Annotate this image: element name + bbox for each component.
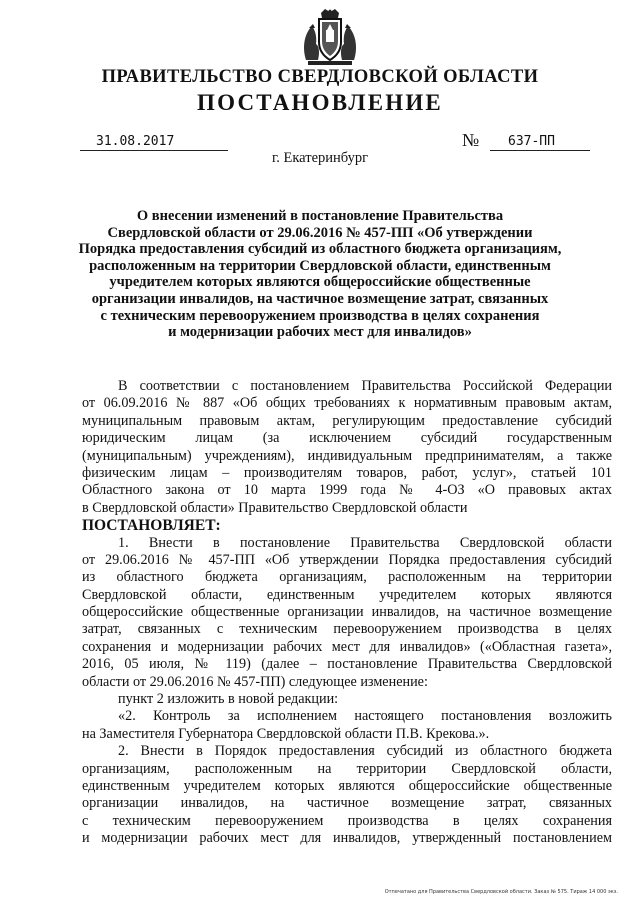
body-line: юридическим лицам (за исключением субсидий государственным (82, 430, 612, 447)
body-line: на Заместителя Губернатора Свердловской области П.В. Крекова.». (82, 725, 490, 742)
title-line: организации инвалидов, на частичное возмещение затрат, связанных (91, 290, 549, 307)
organization-name: ПРАВИТЕЛЬСТВО СВЕРДЛОВСКОЙ ОБЛАСТИ (101, 67, 539, 87)
body-line: единственным учредителем которых являются общероссийские общественные (82, 777, 612, 794)
body-line: сохранения и модернизации рабочих мест для инвалидов» («Областная газета», (82, 638, 612, 655)
number-sign: № (462, 130, 480, 150)
document-date: 31.08.2017 (80, 133, 228, 151)
body-line: физическим лицам – производителям товаров, работ, услуг», статьей 101 (82, 464, 612, 481)
body-line: в Свердловской области» Правительство Свердловской области (82, 499, 468, 516)
title-line: О внесении изменений в постановление Правительства (136, 208, 504, 224)
title-line: расположенным на территории Свердловской области, единственным (89, 257, 551, 274)
city-label: г. Екатеринбург (271, 150, 369, 166)
body-line: муниципальным правовым актам, регулирующим предоставление субсидий (82, 412, 612, 429)
body-line: В соответствии с постановлением Правительства Российской Федерации (118, 378, 612, 394)
print-note: Отпечатано для Правительства Свердловской области. Заказ № 575. Тираж 14 000 экз. (384, 889, 618, 895)
title-line: с техническим перевооружением производства в целях сохранения (100, 307, 540, 324)
title-line: Свердловской области от 29.06.2016 № 457-ПП «Об утверждении (107, 224, 533, 241)
body-line: (муниципальным) учреждениям), индивидуальным предпринимателям, а также (82, 447, 612, 464)
body-line: области от 29.06.2016 № 457-ПП) следующее изменение: (82, 673, 428, 690)
title-line: учредителем которых являются общероссийские общественные (109, 274, 531, 291)
body-line: организации инвалидов, на частичное возмещение затрат, связанных (82, 795, 612, 812)
body-line: Областного закона от 10 марта 1999 года № 4-ОЗ «О правовых актах (82, 482, 612, 499)
body-line: затрат, связанных с техническим перевооружением производства в целях (82, 621, 612, 638)
document-number: 637-ПП (490, 133, 590, 151)
body-line: пункт 2 изложить в новой редакции: (118, 691, 339, 708)
title-line: Порядка предоставления субсидий из областного бюджета организациям, (78, 241, 562, 258)
document-body (82, 378, 612, 848)
coat-of-arms-icon (300, 8, 360, 66)
body-line: общероссийские общественные организации инвалидов, на частичное возмещение (82, 604, 612, 621)
document-type: ПОСТАНОВЛЕНИЕ (197, 90, 443, 115)
body-line: от 29.06.2016 № 457-ПП «Об утверждении Порядка предоставления субсидий (82, 551, 612, 568)
body-line: «2. Контроль за исполнением настоящего постановления возложить (118, 708, 612, 725)
body-line: 1. Внести в постановление Правительства Свердловской области (118, 534, 612, 551)
resolution-keyword: ПОСТАНОВЛЯЕТ: (82, 517, 221, 535)
body-line: 2016, 05 июля, № 119) (далее – постановление Правительства Свердловской (82, 656, 612, 673)
document-number-field (462, 130, 590, 152)
body-line: и модернизации рабочих мест для инвалидов, утвержденный постановлением (82, 830, 612, 847)
body-line: Свердловской области, единственным учредителем которых являются (82, 586, 612, 603)
body-line: 2. Внести в Порядок предоставления субсидий из областного бюджета (118, 743, 612, 760)
body-line: с техническим перевооружением производства в целях сохранения (82, 812, 612, 829)
title-line: и модернизации рабочих мест для инвалидов» (168, 324, 472, 341)
body-line: организациям, расположенным на территории Свердловской области, (82, 760, 612, 777)
body-line: из областного бюджета организациям, расположенным на территории (82, 569, 612, 586)
body-line: от 06.09.2016 № 887 «Об общих требованиях к нормативным правовым актам, (82, 395, 612, 412)
document-title (0, 208, 640, 341)
